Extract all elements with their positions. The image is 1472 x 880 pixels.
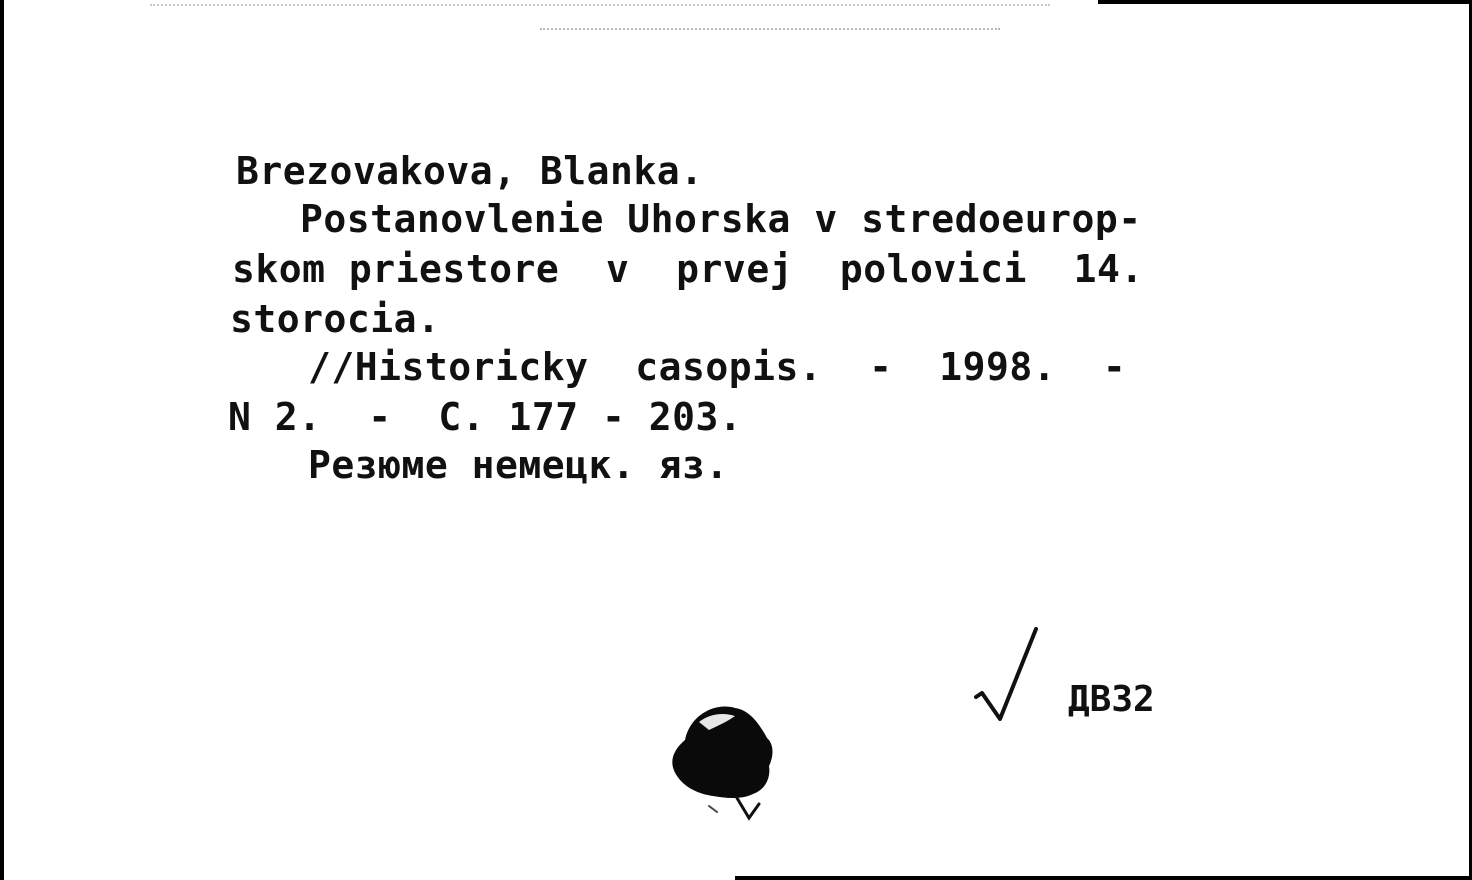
card-border-bottom bbox=[735, 876, 1472, 880]
scan-noise bbox=[540, 28, 1000, 32]
author-line: Brezovakova, Blanka. bbox=[236, 149, 704, 193]
source-line-2: N 2. - C. 177 - 203. bbox=[228, 395, 743, 439]
title-line-2: skom priestore v prvej polovici 14. bbox=[232, 247, 1144, 291]
card-border-top bbox=[1098, 0, 1472, 4]
ink-blot-icon bbox=[665, 700, 780, 825]
title-line-1: Postanovlenie Uhorska v stredoeurop- bbox=[300, 197, 1142, 241]
shelf-code: ДВ32 bbox=[1068, 679, 1155, 720]
check-mark-icon bbox=[970, 625, 1040, 725]
card-border-left bbox=[0, 0, 4, 880]
title-line-3: storocia. bbox=[230, 297, 441, 341]
source-line-1: //Historicky casopis. - 1998. - bbox=[308, 345, 1127, 389]
summary-note: Резюме немецк. яз. bbox=[308, 443, 729, 487]
